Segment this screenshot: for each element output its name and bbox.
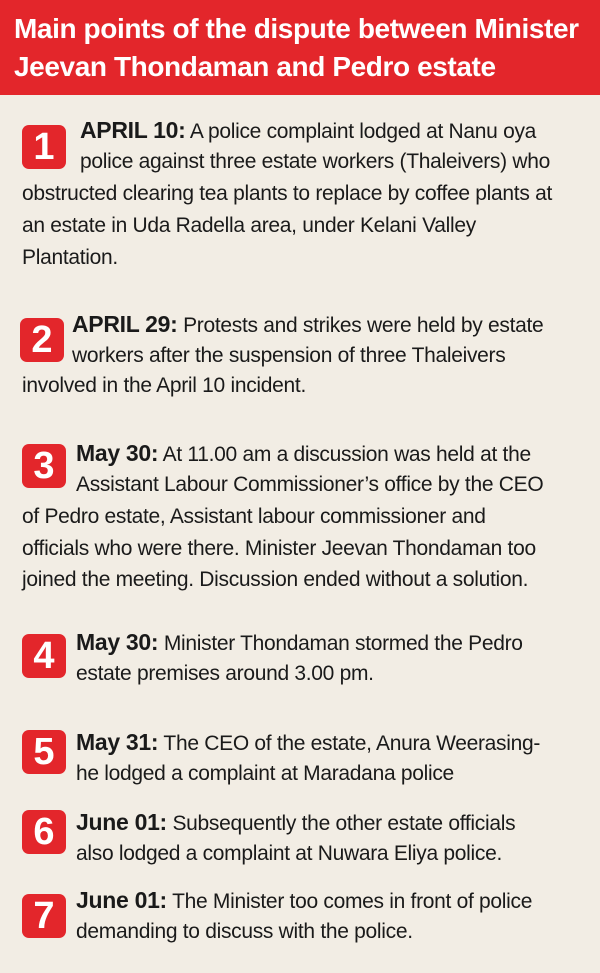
item-number-badge: 2 — [20, 318, 64, 362]
item-line: obstructed clearing tea plants to replace by coffee plants at — [22, 182, 552, 205]
item-line: Plantation. — [22, 246, 118, 269]
item-number-badge: 7 — [22, 894, 66, 938]
item-text: Minister Thondaman stormed the Pedro — [158, 632, 523, 655]
item-text: The Minister too comes in front of police — [166, 890, 533, 913]
item-line — [76, 886, 532, 916]
item-line: Assistant Labour Commissioner’s office by the CEO — [76, 473, 544, 496]
item-line — [76, 808, 515, 838]
item-text: At 11.00 am a discussion was held at the — [158, 443, 531, 466]
item-line — [76, 728, 540, 758]
item-text: A police complaint lodged at Nanu oya — [185, 120, 537, 143]
item-date: June 01: — [76, 809, 167, 835]
page-title-line-1: Main points of the dispute between Minister — [14, 13, 579, 44]
item-line — [72, 310, 543, 340]
item-text: The CEO of the estate, Anura Weerasing- — [158, 732, 541, 755]
item-line: estate premises around 3.00 pm. — [76, 662, 374, 685]
item-line — [76, 439, 531, 469]
item-number-badge: 6 — [22, 810, 66, 854]
item-date: May 30: — [76, 440, 159, 466]
page-title-line-2: Jeevan Thondaman and Pedro estate — [14, 51, 496, 82]
item-date: APRIL 29: — [72, 311, 178, 337]
item-number-badge: 4 — [22, 634, 66, 678]
item-text: Subsequently the other estate officials — [166, 812, 516, 835]
item-line: workers after the suspension of three Thaleivers — [72, 344, 506, 367]
item-line: also lodged a complaint at Nuwara Eliya police. — [76, 842, 502, 865]
item-line: demanding to discuss with the police. — [76, 920, 413, 943]
item-line: an estate in Uda Radella area, under Kelani Valley — [22, 214, 476, 237]
item-text: Protests and strikes were held by estate — [177, 314, 544, 337]
item-number-badge: 1 — [22, 125, 66, 169]
item-line — [80, 116, 536, 146]
item-line: officials who were there. Minister Jeevan Thondaman too — [22, 537, 536, 560]
item-line: he lodged a complaint at Maradana police — [76, 762, 454, 785]
header-banner — [0, 0, 600, 95]
item-date: May 30: — [76, 629, 159, 655]
item-line — [76, 628, 523, 658]
item-date: May 31: — [76, 729, 159, 755]
item-number-badge: 5 — [22, 730, 66, 774]
item-line: involved in the April 10 incident. — [22, 374, 306, 397]
item-line: of Pedro estate, Assistant labour commissioner and — [22, 505, 486, 528]
item-line: police against three estate workers (Thaleivers) who — [80, 150, 550, 173]
item-date: June 01: — [76, 887, 167, 913]
item-number-badge: 3 — [22, 444, 66, 488]
item-date: APRIL 10: — [80, 117, 186, 143]
item-line: joined the meeting. Discussion ended without a solution. — [22, 568, 529, 591]
